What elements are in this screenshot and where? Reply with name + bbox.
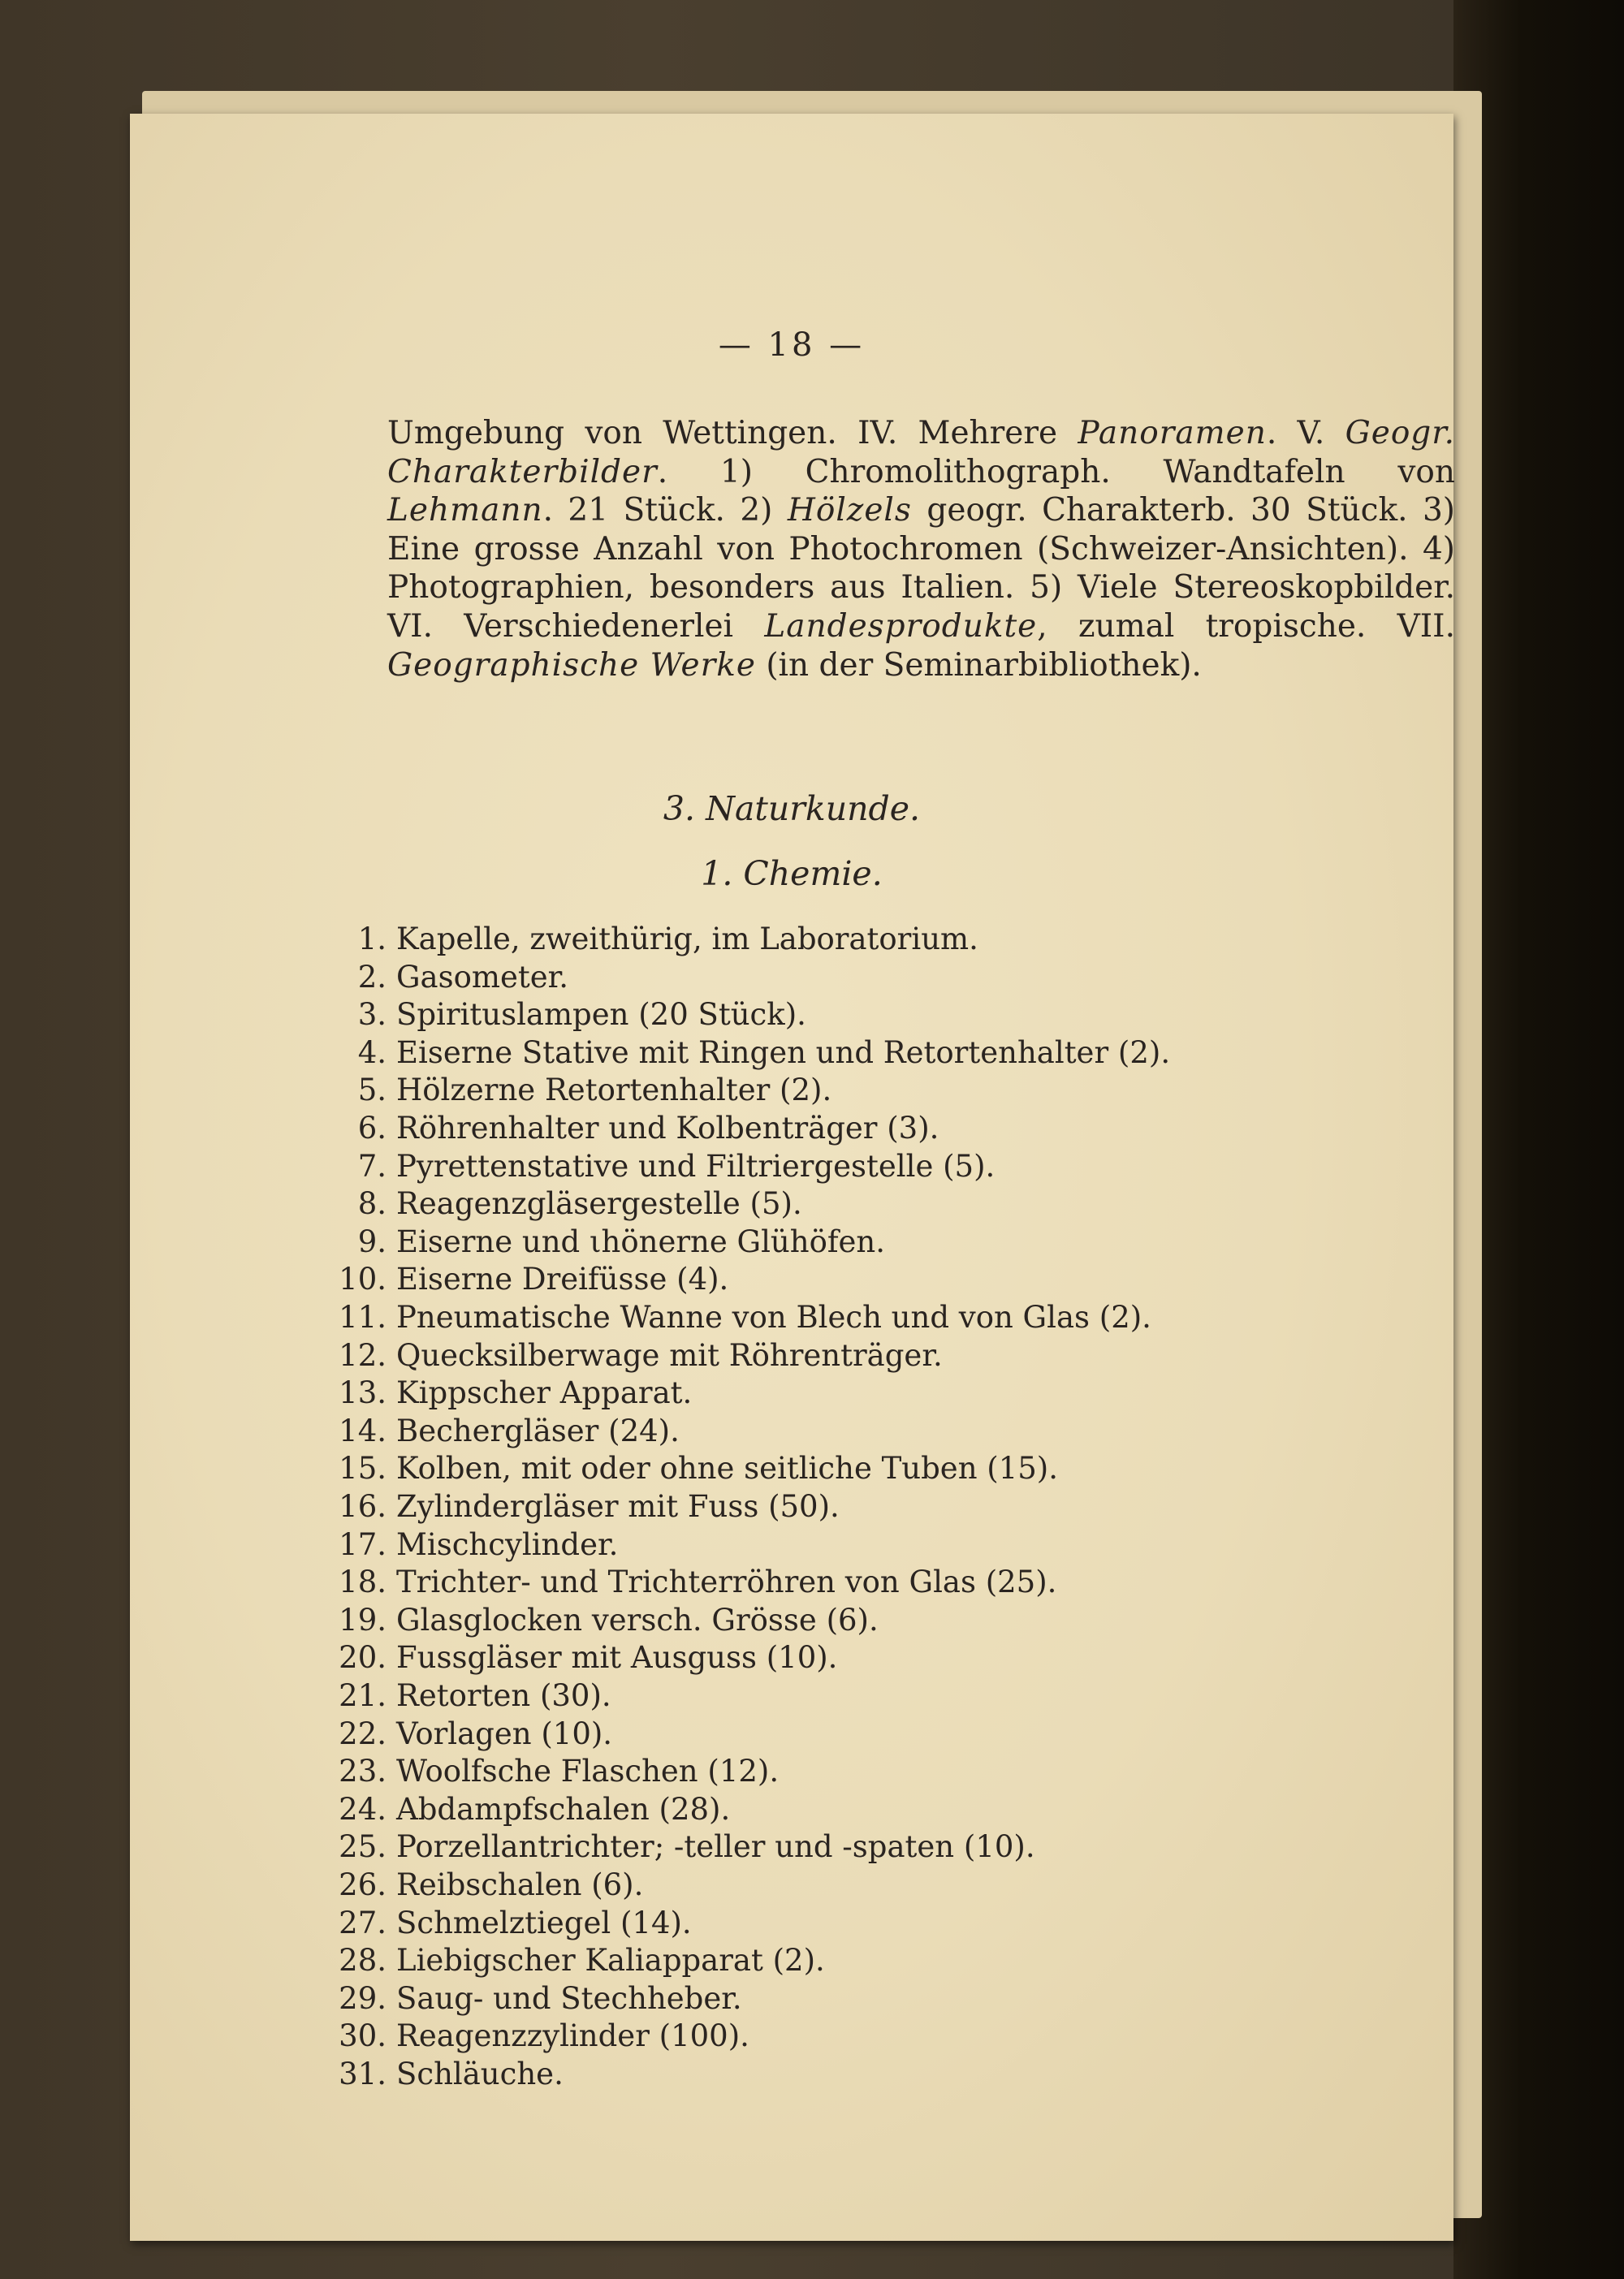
list-item-text: Schläuche. <box>396 2057 564 2091</box>
list-item-number: 24. <box>339 1791 387 1827</box>
list-item-number: 3. <box>357 997 387 1033</box>
list-item <box>130 1791 1453 1829</box>
list-item-text: Kolben, mit oder ohne seitliche Tuben (15). <box>396 1451 1058 1487</box>
list-item-number: 18. <box>339 1565 387 1600</box>
list-item-text: Pneumatische Wanne von Blech und von Glas (2). <box>396 1300 1151 1335</box>
intro-text: . 21 Stück. 2) <box>542 492 788 529</box>
list-item-number: 22. <box>339 1716 387 1751</box>
list-item-text: Pyrettenstative und Filtriergestelle (5). <box>396 1148 996 1184</box>
list-item-text: Reibschalen (6). <box>396 1867 644 1902</box>
list-item-number: 25. <box>339 1829 387 1865</box>
list-item-number: 19. <box>339 1602 387 1638</box>
list-item <box>130 1261 1453 1299</box>
list-item <box>130 1716 1453 1754</box>
list-item <box>130 1980 1453 2018</box>
list-item-text: Gasometer. <box>396 959 569 995</box>
list-item-number: 26. <box>339 1867 387 1902</box>
list-item-text: Eiserne und ιhönerne Glühöfen. <box>396 1224 886 1259</box>
list-item <box>130 1224 1453 1262</box>
list-item-number: 10. <box>339 1262 387 1297</box>
list-item-number: 14. <box>339 1413 387 1448</box>
list-item <box>130 1602 1453 1640</box>
list-item-text: Hölzerne Retortenhalter (2). <box>396 1073 832 1108</box>
list-item-number: 21. <box>339 1678 387 1713</box>
list-item-number: 31. <box>339 2057 387 2091</box>
list-item-text: Bechergläser (24). <box>396 1413 680 1448</box>
list-item-text: Porzellantrichter; -teller und -spaten (10). <box>396 1829 1035 1865</box>
list-item-text: Eiserne Dreifüsse (4). <box>396 1262 729 1297</box>
list-item-number: 5. <box>357 1073 387 1108</box>
list-item-text: Eiserne Stative mit Ringen und Retortenhalter (2). <box>396 1034 1171 1070</box>
list-item <box>130 1867 1453 1905</box>
list-item <box>130 2018 1453 2056</box>
list-item <box>130 959 1453 997</box>
list-item-text: Schmelztiegel (14). <box>396 1905 692 1940</box>
list-item-text: Liebigscher Kaliapparat (2). <box>396 1943 825 1979</box>
list-item-number: 27. <box>339 1905 387 1940</box>
list-item-number: 11. <box>339 1300 387 1335</box>
list-item-number: 2. <box>357 959 387 995</box>
list-item-text: Reagenzgläsergestelle (5). <box>396 1186 802 1222</box>
list-item <box>130 1905 1453 1943</box>
list-item-text: Woolfsche Flaschen (12). <box>396 1754 780 1789</box>
list-item <box>130 1488 1453 1526</box>
list-item <box>130 921 1453 959</box>
list-item-text: Abdampfschalen (28). <box>396 1791 731 1827</box>
list-item <box>130 1375 1453 1413</box>
list-item-text: Vorlagen (10). <box>396 1716 613 1751</box>
list-item-text: Saug- und Stechheber. <box>396 1980 742 2016</box>
list-item-number: 4. <box>357 1034 387 1070</box>
subsection-title: 1. Chemie. <box>701 854 883 893</box>
list-item <box>130 1034 1453 1073</box>
list-item-text: Quecksilberwage mit Röhrenträger. <box>396 1337 943 1373</box>
list-item <box>130 1072 1453 1110</box>
list-item-number: 23. <box>339 1754 387 1789</box>
intro-text: , zumal tropische. VII. <box>1037 607 1455 645</box>
list-item <box>130 1753 1453 1791</box>
list-item-text: Kapelle, zweithürig, im Laboratorium. <box>396 922 978 956</box>
list-item-number: 1. <box>357 922 387 956</box>
list-item <box>130 1828 1453 1867</box>
list-item-number: 9. <box>357 1224 387 1259</box>
intro-text: (in der Seminarbibliothek). <box>755 646 1202 684</box>
intro-text: . V. <box>1266 415 1345 451</box>
list-item-text: Trichter- und Trichterröhren von Glas (25). <box>396 1565 1057 1600</box>
list-item <box>130 1942 1453 1980</box>
list-item <box>130 1564 1453 1602</box>
list-item <box>130 1148 1453 1186</box>
list-item-number: 15. <box>339 1451 387 1487</box>
intro-italic-text: Lehmann <box>387 492 543 529</box>
list-item <box>130 996 1453 1034</box>
list-item-number: 17. <box>339 1526 387 1562</box>
list-item-text: Spirituslampen (20 Stück). <box>396 997 806 1033</box>
intro-paragraph <box>387 414 1455 684</box>
intro-italic-text: Panoramen <box>1078 415 1267 451</box>
list-item <box>130 1639 1453 1677</box>
intro-text: . 1) Chromolithograph. Wandtafeln von <box>657 453 1455 490</box>
intro-italic-text: Landesprodukte <box>764 607 1038 645</box>
list-item-number: 7. <box>357 1148 387 1184</box>
intro-italic-text: Geogr. Charakterbilder <box>387 415 1456 490</box>
list-item-number: 6. <box>357 1111 387 1146</box>
list-item-number: 16. <box>339 1489 387 1524</box>
intro-italic-text: Hölzels <box>787 492 912 529</box>
list-item <box>130 1526 1453 1565</box>
list-item-text: Glasglocken versch. Grösse (6). <box>396 1602 879 1638</box>
list-item <box>130 1110 1453 1148</box>
intro-italic-text: Geographische Werke <box>387 646 756 684</box>
list-item-number: 29. <box>339 1980 387 2016</box>
list-item-text: Kippscher Apparat. <box>396 1375 693 1411</box>
list-item <box>130 1413 1453 1451</box>
list-item-number: 12. <box>339 1337 387 1373</box>
list-item <box>130 1337 1453 1375</box>
list-item-text: Mischcylinder. <box>396 1526 619 1562</box>
page-number: — 18 — <box>718 326 866 364</box>
intro-text: geogr. Charakterb. 30 Stück. 3) Eine grosse Anzahl von Photochromen (Schweizer-Ansichten). 4) Photographien, besonders aus Italien. 5) Viele Stereoskopbilder. VI. Verschiedenerlei <box>387 492 1455 645</box>
list-item-number: 20. <box>339 1640 387 1676</box>
list-item-number: 30. <box>339 2018 387 2054</box>
list-item <box>130 1185 1453 1224</box>
list-item-text: Fussgläser mit Ausguss (10). <box>396 1640 838 1676</box>
list-item-text: Reagenzzylinder (100). <box>396 2018 749 2054</box>
section-title: 3. Naturkunde. <box>663 789 921 828</box>
list-item-text: Zylindergläser mit Fuss (50). <box>396 1489 840 1524</box>
list-item <box>130 1677 1453 1716</box>
intro-text: Umgebung von Wettingen. IV. Mehrere <box>387 415 1078 451</box>
list-item-number: 8. <box>357 1186 387 1222</box>
list-item-text: Retorten (30). <box>396 1678 611 1713</box>
list-item-number: 13. <box>339 1375 387 1411</box>
book-page <box>130 114 1456 2241</box>
list-item <box>130 1450 1453 1488</box>
list-item <box>130 1299 1453 1337</box>
list-item <box>130 2056 1453 2094</box>
list-item-text: Röhrenhalter und Kolbenträger (3). <box>396 1111 939 1146</box>
list-item-number: 28. <box>339 1943 387 1979</box>
